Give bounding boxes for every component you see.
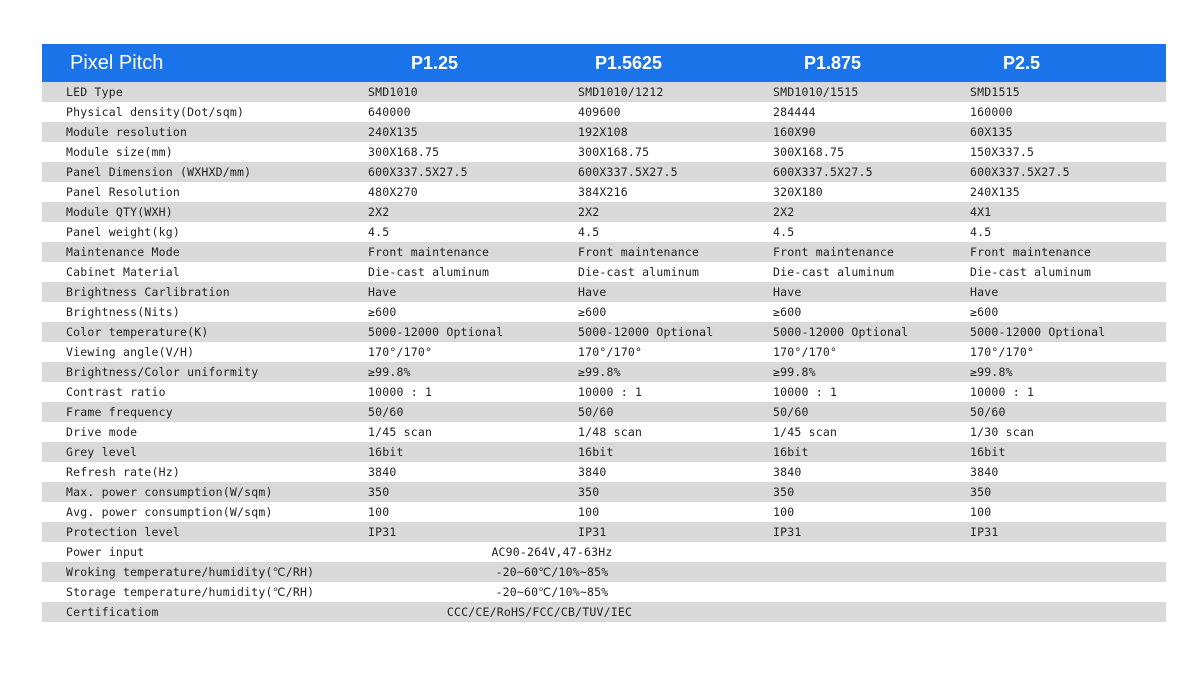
cell: 170°/170° <box>368 345 433 359</box>
cell: 60X135 <box>970 125 1013 139</box>
cell: 350 <box>970 485 992 499</box>
cell: Die-cast aluminum <box>578 265 700 279</box>
row-label: Frame frequency <box>66 405 173 419</box>
header-title: Pixel Pitch <box>70 51 164 74</box>
table-row <box>42 502 1166 522</box>
cell: 1/48 scan <box>578 425 643 439</box>
cell: 600X337.5X27.5 <box>970 165 1070 179</box>
cell: 50/60 <box>970 405 1006 419</box>
cell: 1/45 scan <box>368 425 433 439</box>
table-row-span <box>42 582 1166 602</box>
cell: 100 <box>578 505 600 519</box>
header-model-p15625: P1.5625 <box>595 52 663 73</box>
table-row <box>42 162 1166 182</box>
cell: Front maintenance <box>578 245 700 259</box>
cell: 16bit <box>773 445 809 459</box>
row-label: Module resolution <box>66 125 188 139</box>
cell: Have <box>970 285 999 299</box>
header-model-p125: P1.25 <box>411 52 459 73</box>
cell: 16bit <box>970 445 1006 459</box>
table-row-span <box>42 602 1166 622</box>
cell: 300X168.75 <box>578 145 650 159</box>
cell: ≥600 <box>368 305 397 319</box>
cell: 5000-12000 Optional <box>578 325 714 339</box>
row-label: Brightness Carlibration <box>66 285 230 299</box>
cell: 3840 <box>368 465 397 479</box>
cell: 1/30 scan <box>970 425 1035 439</box>
table-row <box>42 302 1166 322</box>
cell: Front maintenance <box>970 245 1092 259</box>
cell: 5000-12000 Optional <box>970 325 1106 339</box>
table-row <box>42 482 1166 502</box>
cell: 5000-12000 Optional <box>773 325 909 339</box>
cell: 4.5 <box>773 225 795 239</box>
cell: 170°/170° <box>970 345 1035 359</box>
row-label: Module size(mm) <box>66 145 173 159</box>
span-cell <box>347 565 1166 579</box>
cell: Front maintenance <box>368 245 490 259</box>
cell: 2X2 <box>773 205 795 219</box>
cell: 160X90 <box>773 125 816 139</box>
cell: 640000 <box>368 105 411 119</box>
cell: 2X2 <box>368 205 390 219</box>
span-value: CCC/CE/RoHS/FCC/CB/TUV/IEC <box>446 605 633 619</box>
cell: 16bit <box>578 445 614 459</box>
cell: 170°/170° <box>578 345 643 359</box>
span-value: -20~60℃/10%~85% <box>495 585 609 599</box>
span-cell <box>347 545 1166 559</box>
cell: 50/60 <box>368 405 404 419</box>
cell: 240X135 <box>970 185 1020 199</box>
cell: 3840 <box>578 465 607 479</box>
cell: 284444 <box>773 105 816 119</box>
table-row <box>42 382 1166 402</box>
cell: Front maintenance <box>773 245 895 259</box>
row-label: Panel Resolution <box>66 185 180 199</box>
table-row <box>42 82 1166 102</box>
cell: 600X337.5X27.5 <box>773 165 873 179</box>
cell: ≥99.8% <box>578 365 621 379</box>
cell: 3840 <box>970 465 999 479</box>
cell: IP31 <box>578 525 607 539</box>
table-row <box>42 242 1166 262</box>
cell: 100 <box>970 505 992 519</box>
span-cell <box>347 585 1166 599</box>
cell: 240X135 <box>368 125 418 139</box>
row-label: Brightness/Color uniformity <box>66 365 259 379</box>
row-label: Refresh rate(Hz) <box>66 465 180 479</box>
cell: SMD1515 <box>970 85 1020 99</box>
row-label: Cabinet Material <box>66 265 180 279</box>
span-value: -20~60℃/10%~85% <box>495 565 609 579</box>
cell: 4.5 <box>970 225 992 239</box>
row-label: Max. power consumption(W/sqm) <box>66 485 273 499</box>
row-label: Avg. power consumption(W/sqm) <box>66 505 273 519</box>
cell: 4X1 <box>970 205 992 219</box>
row-label: Panel Dimension (WXHXD/mm) <box>66 165 252 179</box>
row-label: Storage temperature/humidity(℃/RH) <box>66 585 315 599</box>
table-row <box>42 402 1166 422</box>
row-label: Contrast ratio <box>66 385 166 399</box>
row-label: LED Type <box>66 85 123 99</box>
row-label: Drive mode <box>66 425 138 439</box>
row-label: Color temperature(K) <box>66 325 209 339</box>
table-row <box>42 422 1166 442</box>
table-row <box>42 522 1166 542</box>
table-row <box>42 322 1166 342</box>
cell: 10000 : 1 <box>368 385 433 399</box>
cell: SMD1010/1515 <box>773 85 859 99</box>
row-label: Certificatiom <box>66 605 159 619</box>
table-row <box>42 142 1166 162</box>
cell: 170°/170° <box>773 345 838 359</box>
header-model-p1875: P1.875 <box>804 52 862 73</box>
cell: IP31 <box>970 525 999 539</box>
table-row <box>42 442 1166 462</box>
table-row <box>42 222 1166 242</box>
cell: ≥600 <box>773 305 802 319</box>
row-label: Protection level <box>66 525 180 539</box>
cell: Have <box>578 285 607 299</box>
row-label: Panel weight(kg) <box>66 225 180 239</box>
cell: 2X2 <box>578 205 600 219</box>
cell: 150X337.5 <box>970 145 1035 159</box>
cell: 409600 <box>578 105 621 119</box>
cell: ≥600 <box>970 305 999 319</box>
cell: 3840 <box>773 465 802 479</box>
cell: IP31 <box>368 525 397 539</box>
row-label: Grey level <box>66 445 138 459</box>
cell: 5000-12000 Optional <box>368 325 504 339</box>
cell: 192X108 <box>578 125 628 139</box>
cell: ≥99.8% <box>970 365 1013 379</box>
row-label: Wroking temperature/humidity(℃/RH) <box>66 565 315 579</box>
cell: 384X216 <box>578 185 628 199</box>
cell: 4.5 <box>578 225 600 239</box>
cell: Have <box>368 285 397 299</box>
cell: 350 <box>368 485 390 499</box>
row-label: Power input <box>66 545 145 559</box>
table-row <box>42 282 1166 302</box>
table-row <box>42 102 1166 122</box>
cell: SMD1010/1212 <box>578 85 664 99</box>
table-row-span <box>42 542 1166 562</box>
header-model-p25: P2.5 <box>1003 52 1041 73</box>
row-label: Physical density(Dot/sqm) <box>66 105 245 119</box>
cell: 16bit <box>368 445 404 459</box>
cell: 160000 <box>970 105 1013 119</box>
cell: 480X270 <box>368 185 418 199</box>
spec-table <box>42 44 1166 622</box>
cell: 350 <box>578 485 600 499</box>
row-label: Maintenance Mode <box>66 245 180 259</box>
cell: 50/60 <box>578 405 614 419</box>
cell: 320X180 <box>773 185 823 199</box>
table-header <box>42 44 1166 82</box>
table-row <box>42 362 1166 382</box>
cell: 100 <box>368 505 390 519</box>
table-row <box>42 202 1166 222</box>
cell: 10000 : 1 <box>578 385 643 399</box>
span-cell <box>347 605 1166 619</box>
row-label: Module QTY(WXH) <box>66 205 173 219</box>
cell: Die-cast aluminum <box>368 265 490 279</box>
cell: 4.5 <box>368 225 390 239</box>
table-row <box>42 182 1166 202</box>
table-row-span <box>42 562 1166 582</box>
cell: 50/60 <box>773 405 809 419</box>
cell: 1/45 scan <box>773 425 838 439</box>
cell: 10000 : 1 <box>970 385 1035 399</box>
cell: IP31 <box>773 525 802 539</box>
cell: Die-cast aluminum <box>970 265 1092 279</box>
span-value: AC90-264V,47-63Hz <box>491 545 613 559</box>
cell: 350 <box>773 485 795 499</box>
row-label: Viewing angle(V/H) <box>66 345 195 359</box>
row-label: Brightness(Nits) <box>66 305 180 319</box>
cell: 300X168.75 <box>368 145 440 159</box>
cell: Have <box>773 285 802 299</box>
cell: 300X168.75 <box>773 145 845 159</box>
cell: SMD1010 <box>368 85 418 99</box>
cell: 100 <box>773 505 795 519</box>
cell: 10000 : 1 <box>773 385 838 399</box>
cell: ≥99.8% <box>773 365 816 379</box>
cell: ≥99.8% <box>368 365 411 379</box>
cell: 600X337.5X27.5 <box>578 165 678 179</box>
table-row <box>42 462 1166 482</box>
table-row <box>42 122 1166 142</box>
cell: 600X337.5X27.5 <box>368 165 468 179</box>
table-row <box>42 342 1166 362</box>
table-row <box>42 262 1166 282</box>
cell: Die-cast aluminum <box>773 265 895 279</box>
cell: ≥600 <box>578 305 607 319</box>
